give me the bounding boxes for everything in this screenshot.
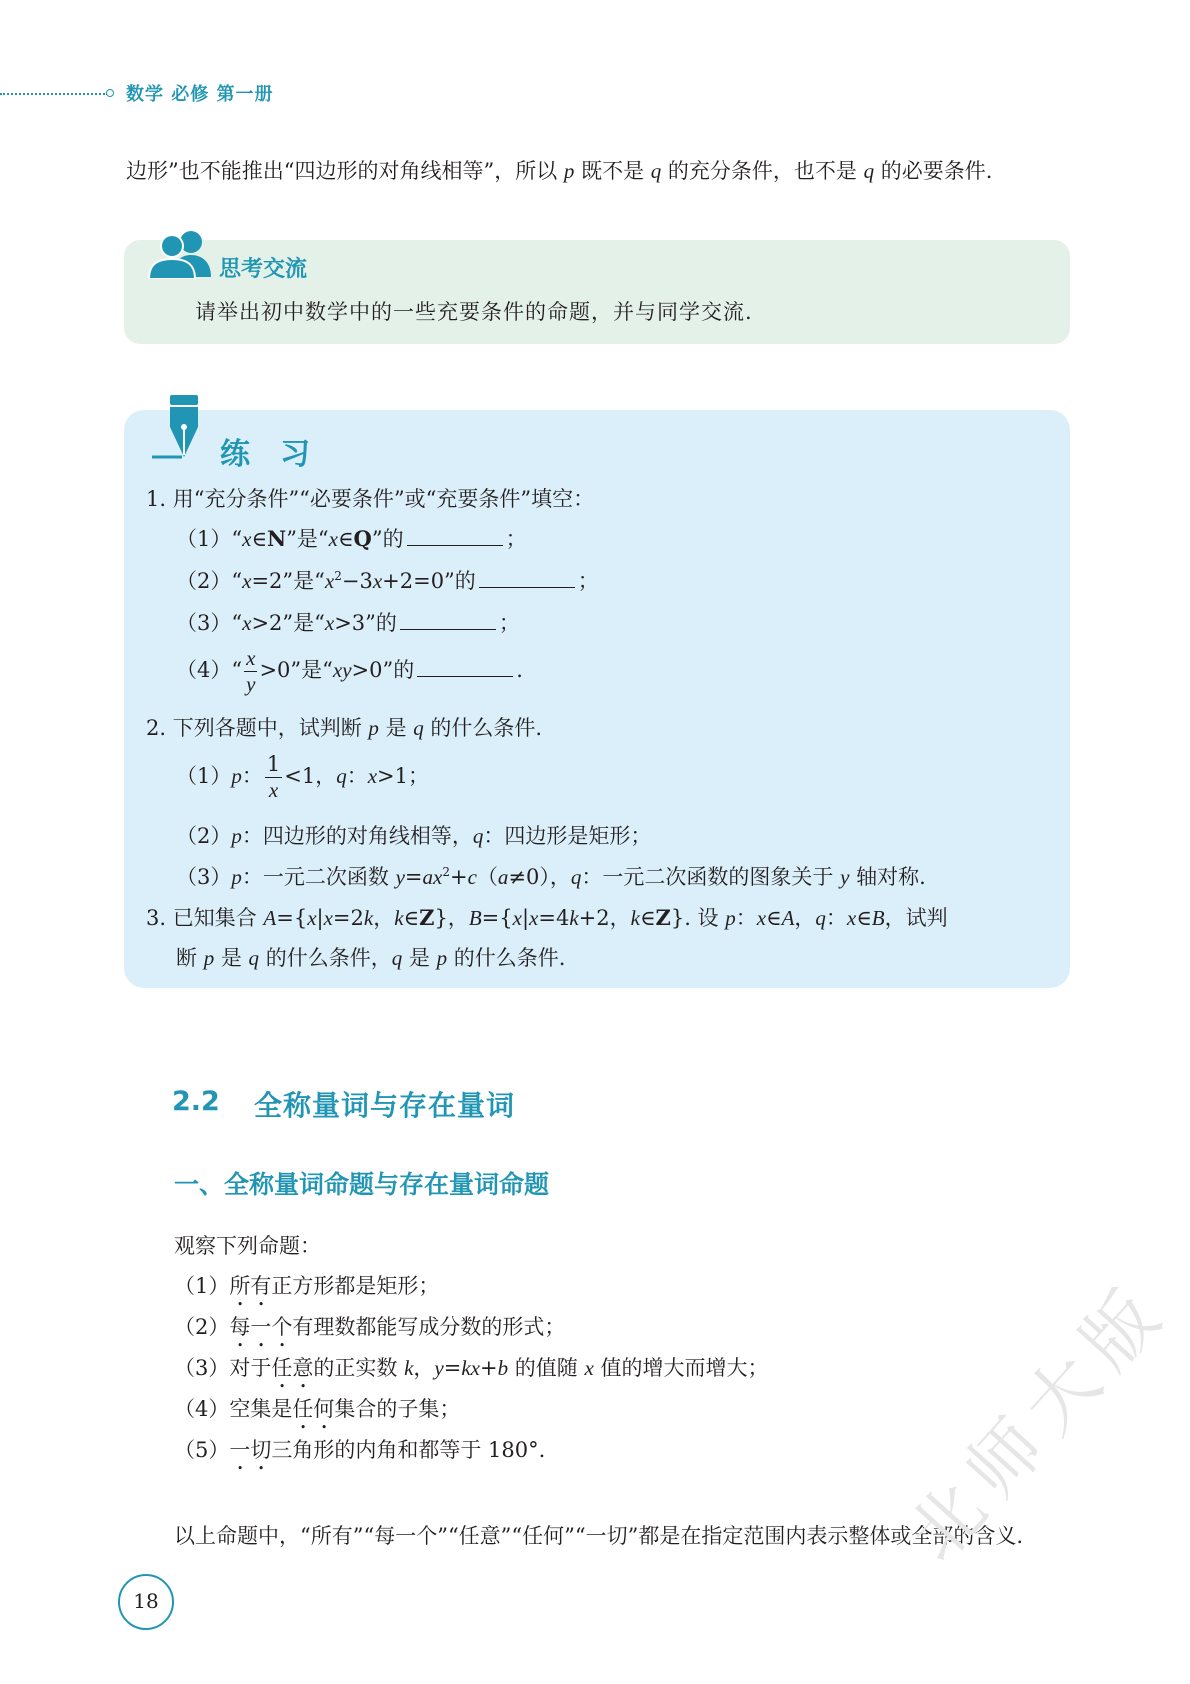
exercise-q2-2: （2）p：四边形的对角线相等，q：四边形是矩形；: [176, 824, 652, 848]
list-item: （2）每一个有理数都能写成分数的形式；: [174, 1315, 566, 1339]
header-title: 数学 必修 第一册: [126, 84, 274, 105]
exercise-q1-3: （3）“x>2”是“x>3”的 ；: [176, 607, 520, 637]
exercise-q1: 1. 用“充分条件”“必要条件”或“充要条件”填空：: [146, 487, 595, 511]
header-rule-end: [106, 89, 114, 97]
section-subtitle: 一、全称量词命题与存在量词命题: [174, 1170, 550, 1199]
list-item: （4）空集是任何集合的子集；: [174, 1397, 461, 1421]
exercise-title: 练 习: [220, 437, 310, 472]
pen-icon: [152, 393, 210, 467]
answer-blank[interactable]: [407, 523, 503, 546]
answer-blank[interactable]: [400, 607, 496, 630]
page-number: 18: [133, 1589, 159, 1613]
exercise-q3-a: 3. 已知集合 A={x|x=2k，k∈Z}，B={x|x=4k+2，k∈Z}. 设 p：x∈A，q：x∈B，试判: [146, 905, 948, 930]
exercise-q2-1: （1）p： $\frac{1}{x}$ <1，q：x>1；: [176, 752, 430, 802]
intro-text: [126, 155, 992, 185]
section-number: 2.2: [172, 1086, 220, 1117]
answer-blank[interactable]: [479, 565, 575, 588]
exercise-q3-b: 断 p 是 q 的什么条件，q 是 p 的什么条件.: [176, 946, 566, 970]
exercise-q2-3: （3）p：一元二次函数 $y=ax^2+c(a\ne 0)$，q：一元二次函数的图象关于 y 轴对称.: [176, 865, 926, 889]
exercise-q2: 2. 下列各题中，试判断 p 是 q 的什么条件.: [146, 716, 543, 740]
think-text: 请举出初中数学中的一些充要条件的命题，并与同学交流.: [195, 300, 753, 324]
conclusion-text: 以上命题中，“所有”“每一个”“任意”“任何”“一切”都是在指定范围内表示整体或全部的含义.: [174, 1524, 1024, 1548]
list-item: （3）对于任意的正实数 k，y=kx+b 的值随 x 值的增大而增大；: [174, 1356, 769, 1380]
people-icon: [145, 229, 215, 279]
exercise-q1-4: （4）“ $\frac{x}{y}$ >0”是“xy>0”的 .: [176, 646, 523, 696]
exercise-q1-1: （1）“x∈N”是“x∈Q”的 ；: [176, 523, 527, 553]
list-item: （1）所有正方形都是矩形；: [174, 1274, 440, 1298]
list-item: （5）一切三角形的内角和都等于 180°.: [174, 1438, 546, 1462]
think-title: 思考交流: [219, 257, 308, 282]
section-title: 全称量词与存在量词: [254, 1089, 516, 1122]
answer-blank[interactable]: [417, 654, 513, 677]
header-rule: [0, 93, 108, 95]
observe-text: 观察下列命题：: [174, 1234, 321, 1258]
exercise-q1-2: （2）“x=2”是“$x^2-3x+2=0$”的 ；: [176, 565, 599, 595]
watermark: 北师大版: [891, 1265, 1185, 1577]
intro-line: 边形”也不能推出“四边形的对角线相等”，所以 p 既不是 q 的充分条件，也不是 q 的必要条件.: [126, 159, 993, 183]
